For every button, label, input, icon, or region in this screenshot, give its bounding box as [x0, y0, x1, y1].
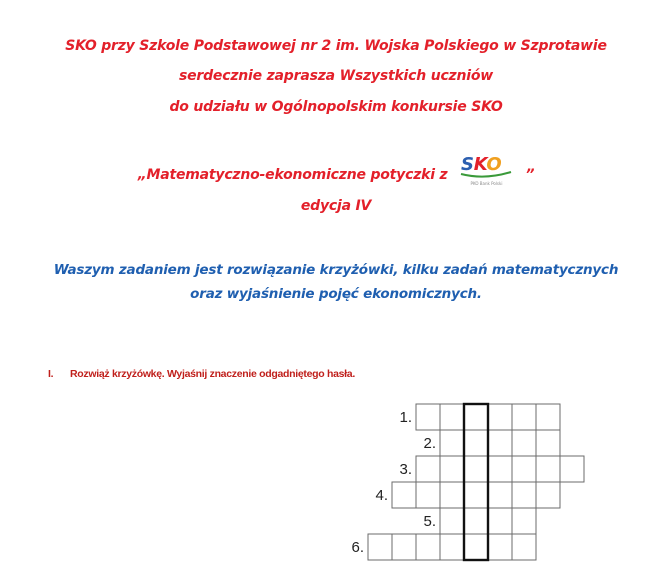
contest-title-close: ”	[525, 167, 535, 183]
crossword-cell[interactable]	[512, 534, 536, 560]
crossword-cell[interactable]	[512, 482, 536, 508]
crossword-row-label: 4.	[375, 487, 388, 504]
crossword-cell[interactable]	[440, 482, 464, 508]
crossword-row-label: 5.	[423, 513, 436, 530]
header-line-1: SKO przy Szkole Podstawowej nr 2 im. Wojska Polskiego w Szprotawie	[65, 38, 607, 54]
crossword-cell[interactable]	[464, 534, 488, 560]
crossword-cell[interactable]	[416, 534, 440, 560]
header-line-2: serdecznie zaprasza Wszystkich uczniów	[178, 68, 494, 84]
crossword-cell[interactable]	[440, 404, 464, 430]
crossword-cell[interactable]	[512, 508, 536, 534]
contest-title-text: „Matematyczno-ekonomiczne potyczki z	[137, 167, 448, 183]
crossword-cell[interactable]	[464, 482, 488, 508]
crossword-cell[interactable]	[464, 508, 488, 534]
crossword-cell[interactable]	[440, 534, 464, 560]
crossword-cell[interactable]	[512, 430, 536, 456]
crossword-cell[interactable]	[440, 508, 464, 534]
crossword-cell[interactable]	[536, 404, 560, 430]
task-text: Rozwiąż krzyżówkę. Wyjaśnij znaczenie odgadniętego hasła.	[70, 368, 355, 380]
crossword-cell[interactable]	[440, 430, 464, 456]
crossword-row-label: 3.	[399, 461, 412, 478]
svg-text:SKO: SKO	[461, 154, 502, 175]
logo-subtitle: PKO Bank Polski	[470, 181, 503, 186]
crossword-cell[interactable]	[464, 430, 488, 456]
crossword-row-label: 2.	[423, 435, 436, 452]
header-line-3: do udziału w Ogólnopolskim konkursie SKO	[169, 99, 503, 115]
crossword-cell[interactable]	[440, 456, 464, 482]
crossword-cell[interactable]	[536, 482, 560, 508]
crossword-cell[interactable]	[488, 482, 512, 508]
crossword-cell[interactable]	[488, 404, 512, 430]
crossword-row-label: 1.	[399, 409, 412, 426]
crossword-row-label: 6.	[351, 539, 364, 556]
crossword-cell[interactable]	[536, 456, 560, 482]
task-number: I.	[48, 368, 54, 380]
crossword-cell[interactable]	[392, 482, 416, 508]
crossword-cell[interactable]	[488, 534, 512, 560]
crossword-cell[interactable]	[464, 456, 488, 482]
crossword-cell[interactable]	[368, 534, 392, 560]
intro-line-2: oraz wyjaśnienie pojęć ekonomicznych.	[190, 286, 482, 302]
intro-line-1: Waszym zadaniem jest rozwiązanie krzyżówki, kilku zadań matematycznych	[53, 262, 619, 278]
crossword-cell[interactable]	[560, 456, 584, 482]
crossword-cell[interactable]	[392, 534, 416, 560]
crossword-cell[interactable]	[464, 404, 488, 430]
crossword-cell[interactable]	[488, 430, 512, 456]
crossword-cell[interactable]	[416, 456, 440, 482]
crossword-cell[interactable]	[488, 456, 512, 482]
crossword-cell[interactable]	[536, 430, 560, 456]
crossword-cell[interactable]	[512, 456, 536, 482]
crossword-cell[interactable]	[488, 508, 512, 534]
edition: edycja IV	[300, 198, 372, 214]
crossword-cell[interactable]	[512, 404, 536, 430]
crossword-cell[interactable]	[416, 482, 440, 508]
crossword-cell[interactable]	[416, 404, 440, 430]
